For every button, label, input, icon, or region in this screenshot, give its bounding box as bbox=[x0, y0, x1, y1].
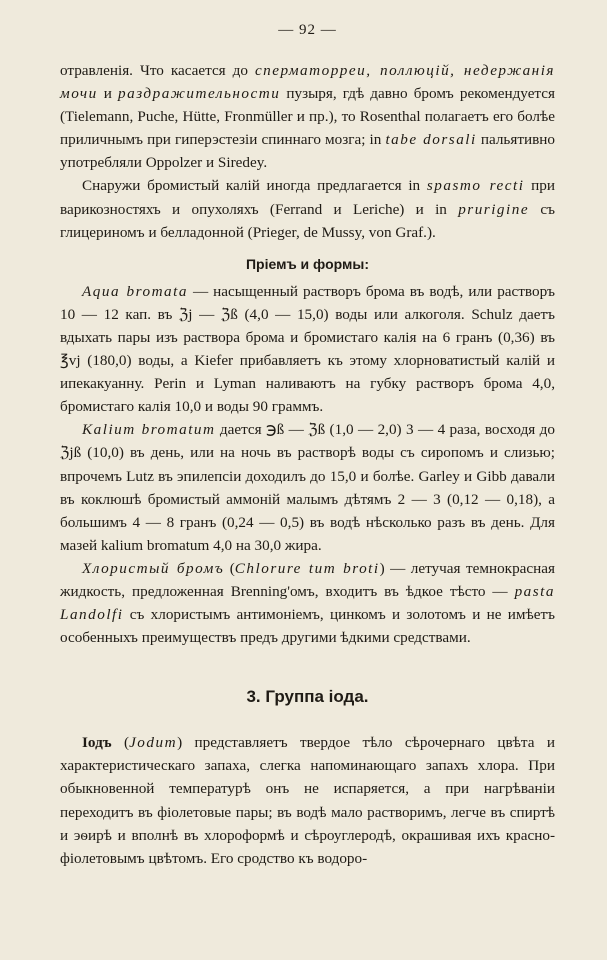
text-run: отравленія. Что касается до bbox=[60, 62, 255, 79]
paragraph-iodine bbox=[60, 731, 555, 870]
text-run: ( bbox=[111, 734, 130, 752]
text-run: съ глицериномъ и белладонной (Prieger, de Mussy, von Graf.). bbox=[60, 200, 555, 241]
text-run: дается ℈ß — ℨß (1,0 — 2,0) 3 — 4 раза, восходя до ℨjß (10,0) въ день, или на ночь въ растворѣ воды съ сиропомъ и слизью; впрочемъ Lutz въ эпилепсіи доходилъ до 15,0 и болѣе. Garley и Gibb давали въ коклюшѣ бромистый аммоній малымъ дѣтямъ 2 — 3 (0,12 — 0,18), а большимъ 4 — 8 гранъ (0,24 — 0,5) въ водѣ нѣсколько разъ въ день. Для мазей kalium bromatum 4,0 на 30,0 жира. bbox=[60, 421, 555, 554]
text-run: ) представляетъ твердое тѣло сѣрочернаго цвѣта и характеристическаго запаха, слегка напоминающаго запахъ хлора. При обыкновенной температурѣ онъ не испаряется, а при нагрѣваніи переходитъ въ фіолетовые пары; въ водѣ мало растворимъ, легче въ спиртѣ и эѳирѣ и вполнѣ въ хлороформѣ и сѣроуглеродѣ, окрашивая ихъ красно-фіолетовымъ цвѣтомъ. Его сродство къ водоро- bbox=[60, 734, 555, 867]
paragraph-spermatorrhea bbox=[60, 59, 555, 174]
italic-term: сперматорреи, поллюцій, недержанія мочи bbox=[60, 62, 555, 103]
page-number: — 92 — bbox=[278, 22, 337, 38]
paragraph-kalium-bromatum bbox=[60, 418, 555, 557]
bold-term: Іодъ bbox=[82, 734, 112, 752]
text-run: ) — летучая темнокрасная жидкость, предложенная Brenning'омъ, входитъ въ ѣдкое тѣсто — bbox=[60, 559, 555, 600]
italic-term: Chlorure tum broti bbox=[234, 559, 380, 577]
italic-term: Kalium bromatum bbox=[82, 421, 216, 439]
group-heading-iodine: 3. Группа іода. bbox=[246, 687, 369, 707]
text-run: при варикозностяхъ и опухоляхъ (Ferrand и Leriche) и in bbox=[60, 177, 555, 218]
italic-term: раздражительности bbox=[118, 85, 281, 103]
text-run: и bbox=[97, 85, 118, 103]
italic-term: Хлористый бромъ bbox=[82, 559, 225, 577]
italic-term: Aqua bromata bbox=[82, 282, 188, 300]
text-run: пальятивно употребляли Oppolzer и Siredey. bbox=[60, 131, 555, 172]
paragraph-aqua-bromata bbox=[60, 280, 555, 419]
section-heading-dosage: Пріемъ и формы: bbox=[245, 255, 369, 272]
italic-term: prurigine bbox=[458, 200, 530, 218]
italic-term: spasmo recti bbox=[426, 177, 525, 195]
italic-term: pasta Landolfi bbox=[60, 582, 555, 624]
italic-term: Jodum bbox=[129, 734, 178, 752]
text-run: съ хлористымъ антимоніемъ, цинкомъ и золотомъ и не имѣетъ особенныхъ преимуществъ предъ другими ѣдкими средствами. bbox=[60, 606, 555, 647]
paragraph-chlorine-bromide bbox=[60, 557, 555, 649]
text-run: пузыря, гдѣ давно бромъ рекомендуется (Tielemann, Puche, Hütte, Fronmüller и пр.), то Rosenthal полагаетъ его болѣе приличнымъ при гиперэстезіи спиннаго мозга; in bbox=[60, 85, 555, 149]
text-run: ( bbox=[224, 559, 235, 577]
paragraph-external-use bbox=[60, 174, 555, 243]
text-run: — насыщенный растворъ брома въ водѣ, или растворъ 10 — 12 кап. въ ℨj — ℨß (4,0 — 15,0) воды или алкоголя. Schulz даетъ вдыхать пары изъ раствора брома и бромистаго калія на 6 гранъ (0,36) въ ℥vj (180,0) воды, а Kiefer прибавляетъ къ этому хлорноватистый калій и ипекакуанну. Perin и Lyman наливаютъ на губку растворъ брома 4,0, бромистаго калія 10,0 и воды 90 граммъ. bbox=[60, 282, 556, 416]
text-run: Снаружи бромистый калій иногда предлагается in bbox=[82, 177, 427, 195]
italic-term: tabe dorsali bbox=[385, 131, 477, 149]
